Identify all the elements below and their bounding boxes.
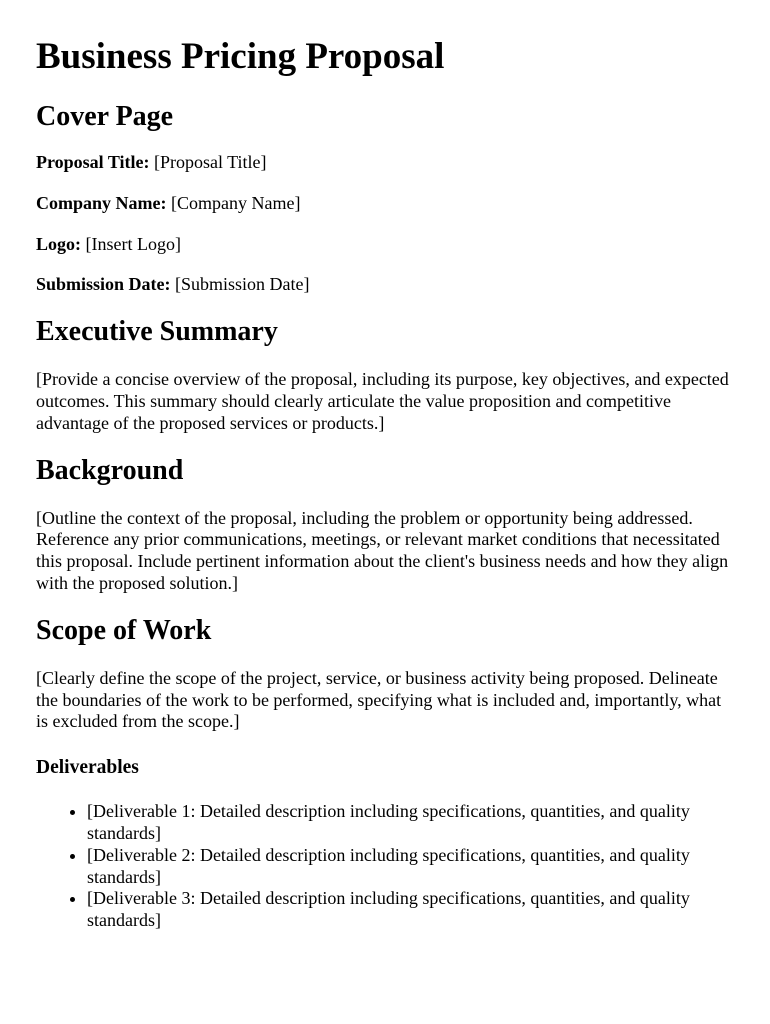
submission-date-field [36,274,734,296]
logo-value: [Insert Logo] [85,233,181,254]
deliverable-item: • [Deliverable 2: Detailed description including specifications, quantities, and quality standards] [87,845,734,889]
logo-field [36,234,734,256]
document-title: Business Pricing Proposal [36,36,445,77]
deliverable-item: • [Deliverable 3: Detailed description including specifications, quantities, and quality standards] [87,888,734,932]
deliverables-heading: Deliverables [36,757,139,779]
deliverable-item: • [Deliverable 1: Detailed description including specifications, quantities, and quality standards] [87,801,734,845]
executive-summary-body: [Provide a concise overview of the proposal, including its purpose, key objectives, and expected outcomes. This summary should clearly articulate the value proposition and competitive advantage of the proposed services or products.] [36,369,729,433]
background-body: [Outline the context of the proposal, including the problem or opportunity being addressed. Reference any prior communications, meetings, or relevant market conditions that necessitated this proposal. Include pertinent information about the client's business needs and how they align with the proposed solution.] [36,507,729,593]
scope-of-work-body: [Clearly define the scope of the project, service, or business activity being proposed. Delineate the boundaries of the work to be performed, specifying what is included and, importantly, what is excluded from the scope.] [36,667,722,732]
proposal-title-label: Proposal Title: [36,152,150,172]
executive-summary-heading: Executive Summary [36,316,278,348]
cover-page-heading: Cover Page [36,101,174,132]
company-name-value: [Company Name] [171,192,301,213]
submission-date-value: [Submission Date] [175,274,310,295]
deliverables-list [36,801,734,932]
proposal-title-value: [Proposal Title] [154,152,267,172]
proposal-title-field [36,152,734,174]
logo-label: Logo: [36,233,81,254]
submission-date-label: Submission Date: [36,274,171,295]
company-name-field [36,193,734,215]
company-name-label: Company Name: [36,192,167,213]
scope-of-work-heading: Scope of Work [36,614,212,646]
background-heading: Background [36,454,184,486]
